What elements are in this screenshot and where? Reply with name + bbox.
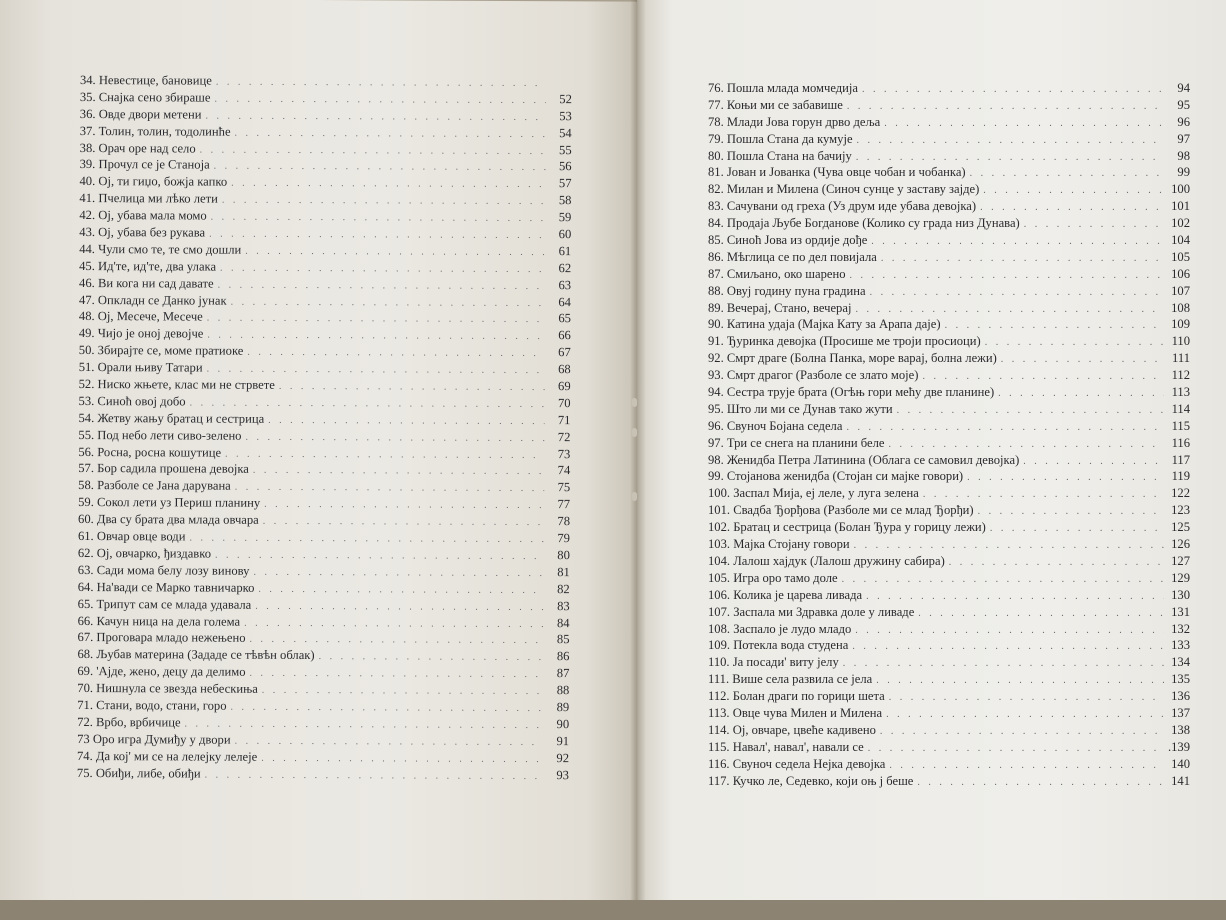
toc-entry-title: 92. Смрт драге (Болна Панка, море варај, болна лежи) <box>708 351 997 366</box>
toc-entry-page: 92 <box>556 750 570 765</box>
toc-entry-page: 117 <box>1171 452 1190 467</box>
toc-entry-title: 74. Да кој' ми се на лелејку лелеје <box>76 748 258 764</box>
toc-entry-page: 129 <box>1171 570 1190 585</box>
toc-entry-title: 53. Синоћ овој добо <box>78 393 186 409</box>
toc-entry <box>708 164 1190 181</box>
toc-entry-title: 66. Качун ница на дела голема <box>77 613 241 629</box>
toc-entry-page: 110 <box>1171 334 1190 349</box>
toc-entry-title: 71. Стани, водо, стани, горо <box>77 697 227 713</box>
toc-entry <box>78 528 570 547</box>
toc-entry-page: 93 <box>556 767 569 782</box>
toc-entry-title: 105. Игра оро тамо доле <box>708 570 838 585</box>
toc-entry-title: 48. Ој, Месече, Месече <box>78 309 203 325</box>
toc-entry-page: 58 <box>558 193 572 208</box>
toc-entry <box>708 502 1190 519</box>
toc-entry-page: 119 <box>1171 469 1190 484</box>
toc-entry <box>708 756 1190 773</box>
toc-entry <box>708 485 1190 502</box>
toc-entry <box>78 596 570 615</box>
toc-entry-page: 59 <box>558 210 572 225</box>
toc-entry-page: 89 <box>556 700 570 715</box>
toc-entry <box>79 275 571 294</box>
toc-entry <box>78 562 570 581</box>
toc-leader-dots <box>917 775 1164 792</box>
toc-entry <box>77 663 569 682</box>
toc-entry-page: 126 <box>1171 537 1190 552</box>
toc-entry-page: 78 <box>557 514 571 529</box>
toc-entry-title: 68. Љубав материна (Зададе се тѣвѣн облак) <box>77 647 315 663</box>
toc-entry-page: 79 <box>557 531 571 546</box>
toc-entry-title: 54. Жетву жању братац и сестрица <box>78 410 265 426</box>
toc-entry-title: 113. Овце чува Милен и Милена <box>708 705 883 720</box>
toc-entry-title: 51. Орали њиву Татари <box>78 360 203 375</box>
toc-entry-page: 56 <box>558 159 572 174</box>
toc-entry <box>708 637 1190 654</box>
toc-entry-title: 52. Ниско жњете, клас ми не стрвете <box>78 377 275 392</box>
toc-entry-page: 115 <box>1171 418 1190 433</box>
binding-hole <box>632 428 637 437</box>
toc-entry-title: 91. Ђуринка девојка (Просише ме троји просиоци) <box>708 334 981 349</box>
toc-entry-page: 132 <box>1171 621 1190 636</box>
toc-entry <box>708 249 1190 266</box>
toc-entry-page: 52 <box>559 91 572 107</box>
toc-entry-page: 141 <box>1171 773 1190 788</box>
toc-entry <box>708 181 1190 198</box>
toc-entry-title: 101. Свадба Ђорђова (Разболе ми се млад Ђорђи) <box>708 503 974 518</box>
toc-entry-title: 39. Прочул се је Станоја <box>79 157 210 173</box>
toc-entry-page: 71 <box>557 412 571 427</box>
toc-entry-page: 57 <box>558 176 572 191</box>
toc-entry-title: 111. Више села развила се јела <box>708 672 873 687</box>
toc-entry-title: 103. Мајка Стојану говори <box>708 537 850 552</box>
toc-entry-title: 59. Сокол лети уз Периш планину <box>78 495 261 511</box>
toc-entry <box>708 739 1190 756</box>
toc-entry-title: 115. Навал', навал', навали се <box>708 739 864 754</box>
toc-entry-title: 67. Проговара младо нежењено <box>77 630 246 646</box>
toc-entry <box>79 376 571 395</box>
toc-entry-title: 93. Смрт драгог (Разболе се злато моје) <box>708 368 919 383</box>
toc-entry-page: 85 <box>556 632 570 647</box>
toc-entry-title: 63. Сади мома белу лозу винову <box>77 562 250 578</box>
toc-entry-title: 117. Кучко ле, Седевко, који оњ ј беше <box>708 773 914 788</box>
toc-entry <box>80 140 572 159</box>
toc-entry <box>708 773 1190 790</box>
binding-hole <box>632 398 637 407</box>
toc-entry-title: 94. Сестра трује брата (Огѣњ гори мећу две планине) <box>708 385 995 400</box>
toc-entry-title: 109. Потекла вода студена <box>708 638 849 653</box>
toc-entry-page: 64 <box>558 294 572 309</box>
toc-leader-dots <box>205 767 543 785</box>
toc-entry-page: 113 <box>1171 385 1190 400</box>
toc-entry-title: 98. Женидба Петра Латинина (Облага се самовил девојка) <box>708 452 1020 467</box>
toc-entry <box>79 308 571 327</box>
toc-entry-title: 61. Овчар овце води <box>77 529 186 544</box>
toc-entry <box>708 333 1190 350</box>
toc-entry <box>79 224 571 243</box>
toc-entry-title: 85. Синоћ Јова из ордије дође <box>708 233 868 248</box>
toc-entry <box>708 705 1190 722</box>
toc-entry-title: 95. Што ли ми се Дунав тако жути <box>708 401 893 416</box>
toc-entry <box>79 393 571 412</box>
toc-entry <box>78 612 570 631</box>
toc-entry-title: 108. Заспало је лудо младо <box>708 621 852 636</box>
toc-entry-page: 116 <box>1171 435 1190 450</box>
toc-entry-title: 73 Оро игра Думиђу у двори <box>77 731 231 747</box>
toc-entry-page: 136 <box>1171 689 1190 704</box>
toc-entry-page: 82 <box>557 581 570 596</box>
toc-entry-title: 34. Невестице, бановице <box>79 72 212 88</box>
toc-entry <box>78 410 570 429</box>
toc-entry-page: 77 <box>557 497 571 512</box>
toc-entry-page: 81 <box>557 564 570 579</box>
toc-entry <box>708 215 1190 232</box>
toc-entry-page: 70 <box>557 396 571 411</box>
toc-entry-title: 81. Јован и Јованка (Чува овце чобан и чобанка) <box>708 165 966 180</box>
toc-entry-page: 96 <box>1177 114 1190 129</box>
toc-entry-title: 86. Мѣглица се по дел повијала <box>708 249 877 264</box>
toc-entry-title: 116. Свуноч седела Нејка девојка <box>708 756 886 771</box>
toc-entry-title: 110. Ја посади' виту јелу <box>708 655 839 670</box>
toc-entry-title: 99. Стојанова женидба (Стојан си мајке говори) <box>708 469 964 484</box>
toc-entry-title: 38. Орач оре над село <box>79 140 196 156</box>
toc-entry-title: 60. Два су брата два млада овчара <box>78 512 259 527</box>
toc-entry <box>708 401 1190 418</box>
toc-entry-page: 72 <box>557 429 571 444</box>
toc-entry-title: 76. Пошла млада момчедија <box>708 81 858 95</box>
toc-entry-title: 90. Катина удаја (Мајка Кату за Арапа даје) <box>708 317 941 332</box>
binding-hole <box>632 492 637 501</box>
toc-entry-page: 101 <box>1171 199 1190 214</box>
toc-entry <box>79 190 571 209</box>
toc-entry-page: 112 <box>1171 368 1190 383</box>
toc-entry <box>708 198 1190 215</box>
toc-entry <box>78 477 570 496</box>
toc-entry <box>708 384 1190 401</box>
toc-entry <box>79 292 571 311</box>
toc-entry-page: 83 <box>557 598 570 613</box>
toc-entry-page: 131 <box>1171 604 1190 619</box>
toc-entry-page: 138 <box>1171 722 1190 737</box>
toc-entry-title: 55. Под небо лети сиво-зелено <box>78 427 242 443</box>
toc-entry <box>79 173 571 192</box>
toc-entry-title: 58. Разболе се Јана дарувана <box>78 478 231 494</box>
toc-entry <box>79 241 571 260</box>
toc-entry-page: 108 <box>1171 300 1190 315</box>
toc-entry-page: 65 <box>558 311 571 326</box>
toc-entry <box>78 579 570 598</box>
toc-entry-page: 104 <box>1171 233 1190 248</box>
toc-entry-page: 73 <box>557 446 571 461</box>
toc-entry <box>708 114 1190 131</box>
toc-entry <box>708 722 1190 739</box>
toc-entry <box>708 570 1190 587</box>
toc-entry <box>708 468 1190 485</box>
toc-entry <box>80 106 572 125</box>
toc-entry-page: 125 <box>1171 520 1190 535</box>
toc-entry <box>708 435 1190 452</box>
toc-entry <box>708 452 1190 469</box>
toc-entry <box>708 350 1190 367</box>
toc-entry-page: 94 <box>1177 81 1190 95</box>
toc-entry-page: 114 <box>1171 401 1190 416</box>
right-toc-list <box>708 80 1190 789</box>
toc-entry-title: 100. Заспал Мија, еј леле, у луга зелена <box>708 486 919 501</box>
toc-entry-title: 70. Нишнула се звезда небескиња <box>77 681 258 696</box>
toc-entry-title: 78. Млади Јова горун дрво деља <box>708 114 881 129</box>
toc-entry-page: 80 <box>557 548 570 563</box>
toc-entry-page: 98 <box>1177 148 1190 163</box>
toc-entry-title: 88. Овуј годину пуна градина <box>708 283 866 298</box>
toc-entry <box>77 748 569 767</box>
toc-entry-title: 75. Обиђи, либе, обиђи <box>76 765 201 781</box>
toc-entry <box>708 367 1190 384</box>
toc-entry-title: 112. Болан драги по горици шета <box>708 689 885 704</box>
toc-entry-page: 109 <box>1171 317 1190 332</box>
toc-entry-page: 122 <box>1171 486 1190 501</box>
toc-entry <box>80 156 572 175</box>
toc-entry-title: 40. Ој, ти гиџо, божја капко <box>79 174 228 189</box>
toc-entry-title: 79. Пошла Стана да кумује <box>708 131 853 146</box>
toc-entry <box>80 89 572 108</box>
toc-entry-page: 95 <box>1177 97 1190 112</box>
toc-entry-title: 69. 'Ајде, жено, децу да делимо <box>77 664 246 679</box>
toc-entry-title: 42. Ој, убава мала момо <box>79 208 207 223</box>
toc-entry-title: 37. Толин, толин, тодолинће <box>79 123 231 139</box>
toc-entry <box>708 688 1190 705</box>
toc-entry-title: 106. Колика је царева ливада <box>708 587 863 602</box>
toc-entry-page: 69 <box>558 379 571 394</box>
left-toc-list <box>77 72 572 784</box>
toc-entry <box>78 460 570 479</box>
toc-entry <box>78 444 570 463</box>
toc-entry <box>708 553 1190 570</box>
toc-entry-page: 66 <box>558 328 571 343</box>
toc-entry-title: 64. На'вади се Марко тавничарко <box>77 579 255 595</box>
toc-entry-title: 50. Збирајте се, моме пратиоке <box>78 343 244 358</box>
toc-entry-page: 90 <box>556 716 570 731</box>
toc-entry <box>708 316 1190 333</box>
toc-entry-page: 137 <box>1171 705 1190 720</box>
toc-entry-title: 77. Коњи ми се забавише <box>708 97 843 112</box>
toc-entry-page: 86 <box>556 649 570 664</box>
toc-entry-title: 46. Ви кога ни сад давате <box>79 275 214 291</box>
toc-entry-page: 60 <box>558 227 572 242</box>
toc-entry <box>708 266 1190 283</box>
toc-entry-page: 100 <box>1171 182 1190 197</box>
toc-entry-page: 106 <box>1171 266 1190 281</box>
toc-entry <box>708 131 1190 148</box>
toc-entry <box>708 654 1190 671</box>
toc-entry-title: 107. Заспала ми Здравка доле у ливаде <box>708 604 915 619</box>
toc-entry-page: 74 <box>557 463 571 478</box>
toc-entry <box>77 629 569 648</box>
toc-entry <box>708 587 1190 604</box>
toc-entry-page: 99 <box>1177 165 1190 180</box>
toc-entry <box>77 646 569 665</box>
toc-entry-title: 102. Братац и сестрица (Болан Ђура у горицу лежи) <box>708 520 986 535</box>
toc-entry <box>708 519 1190 536</box>
toc-entry-page: .139 <box>1167 739 1190 754</box>
toc-entry <box>78 494 570 513</box>
toc-entry-page: 84 <box>556 615 570 630</box>
toc-entry <box>708 283 1190 300</box>
toc-entry-page: 123 <box>1171 503 1190 518</box>
toc-entry-page: 54 <box>559 125 572 140</box>
toc-entry <box>78 511 570 530</box>
toc-entry <box>79 325 571 344</box>
toc-entry-page: 133 <box>1171 638 1190 653</box>
toc-entry-title: 89. Вечерај, Стано, вечерај <box>708 300 852 315</box>
toc-entry-title: 41. Пчелица ми лѣко лети <box>79 191 218 206</box>
toc-entry-page: 55 <box>559 142 572 157</box>
toc-entry-page: 87 <box>556 666 570 681</box>
toc-entry-title: 45. Ид'те, ид'те, два улака <box>79 258 217 274</box>
toc-entry-title: 65. Трипут сам се млада удавала <box>77 596 252 612</box>
toc-entry-title: 49. Чијо је оној девојче <box>78 326 204 341</box>
toc-entry-page: 140 <box>1171 756 1190 771</box>
toc-entry <box>708 300 1190 317</box>
toc-entry-page: 134 <box>1171 655 1190 670</box>
toc-entry <box>78 427 570 446</box>
toc-entry-title: 35. Снајка сено збираше <box>79 89 211 105</box>
book-bottom-edge <box>0 900 1226 920</box>
toc-entry-title: 83. Сачувани од греха (Уз друм иде убава девојка) <box>708 199 977 214</box>
toc-entry <box>708 97 1190 114</box>
toc-entry <box>708 232 1190 249</box>
toc-entry-title: 47. Опкладн се Данко јунак <box>78 292 227 308</box>
toc-entry-page: 91 <box>556 733 570 748</box>
toc-entry <box>77 697 569 716</box>
toc-entry <box>708 604 1190 621</box>
toc-entry-title: 87. Смиљано, око шарено <box>708 266 846 281</box>
toc-entry-title: 43. Ој, убава без рукава <box>79 225 206 240</box>
toc-entry-page: 135 <box>1171 672 1190 687</box>
toc-entry-page: 88 <box>556 683 570 698</box>
toc-entry-page: 102 <box>1171 216 1190 231</box>
toc-entry-page: 127 <box>1171 553 1190 568</box>
book-gutter <box>630 0 646 905</box>
toc-entry-page: 68 <box>558 362 571 377</box>
toc-entry-title: 97. Три се снега на планини беле <box>708 435 885 450</box>
toc-entry <box>77 731 569 750</box>
toc-entry <box>77 714 569 733</box>
toc-entry-title: 84. Продаја Љубе Богданове (Колико су града низ Дунава) <box>708 216 1020 231</box>
toc-entry-title: 80. Пошла Стана на бачију <box>708 148 852 163</box>
toc-entry-title: 96. Свуноч Бојана седела <box>708 418 843 433</box>
toc-entry <box>708 621 1190 638</box>
toc-entry <box>79 359 571 378</box>
toc-entry-title: 62. Ој, овчарко, ђиздавко <box>77 545 212 561</box>
toc-entry-page: 62 <box>558 260 572 275</box>
toc-entry <box>708 536 1190 553</box>
toc-entry-page: 75 <box>557 480 571 495</box>
toc-entry-title: 72. Врбо, врбичице <box>77 714 181 730</box>
toc-entry-page: 61 <box>558 243 572 259</box>
toc-entry-title: 104. Лалош хајдук (Лалош дружину сабира) <box>708 553 945 568</box>
toc-entry-page: 97 <box>1177 131 1190 146</box>
toc-entry <box>80 123 572 142</box>
toc-entry-title: 57. Бор садила прошена девојка <box>78 461 249 477</box>
toc-entry-page: 111 <box>1172 351 1190 366</box>
toc-entry <box>708 418 1190 435</box>
toc-entry <box>79 258 571 277</box>
toc-entry <box>708 80 1190 97</box>
toc-entry-title: 114. Ој, овчаре, цвеће кадивено <box>708 722 876 737</box>
toc-entry-title: 36. Овде двори метени <box>79 106 202 122</box>
toc-entry-page: 130 <box>1171 587 1190 602</box>
toc-entry <box>708 671 1190 688</box>
toc-entry <box>79 207 571 226</box>
toc-entry-page: 67 <box>558 345 571 360</box>
toc-entry-title: 56. Росна, росна кошутице <box>78 444 222 460</box>
toc-entry <box>77 680 569 699</box>
toc-entry <box>79 342 571 361</box>
toc-entry <box>77 765 569 784</box>
toc-entry-page: 53 <box>559 108 572 123</box>
toc-entry-page: 107 <box>1171 283 1190 298</box>
toc-entry <box>78 545 570 564</box>
toc-entry-page: 105 <box>1171 249 1190 264</box>
toc-entry <box>80 72 572 91</box>
toc-entry-title: 82. Милан и Милена (Синоч сунце у заставу зајде) <box>708 182 980 197</box>
toc-entry-title: 44. Чули смо те, те смо дошли <box>79 241 242 257</box>
toc-entry <box>708 148 1190 165</box>
toc-entry-page: 63 <box>558 277 572 292</box>
